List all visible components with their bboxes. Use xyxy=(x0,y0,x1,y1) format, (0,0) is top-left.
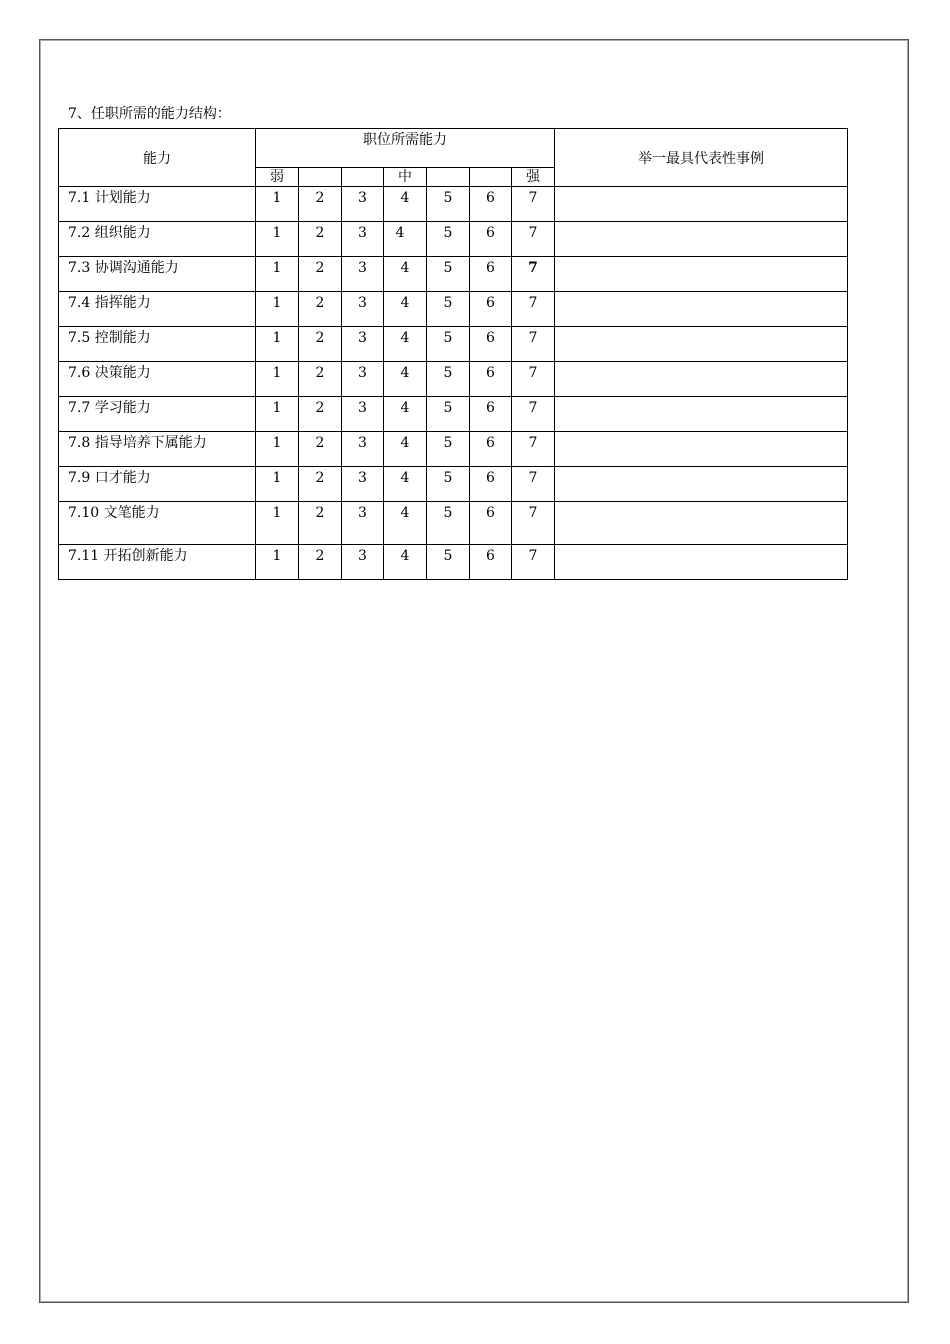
score-cell: 6 xyxy=(470,257,512,292)
score-cell: 3 xyxy=(342,432,384,467)
example-cell xyxy=(555,467,848,502)
score-cell: 3 xyxy=(342,362,384,397)
score-cell: 2 xyxy=(299,362,342,397)
score-cell: 3 xyxy=(342,292,384,327)
score-cell: 6 xyxy=(470,467,512,502)
level-weak: 弱 xyxy=(256,168,299,187)
score-cell: 1 xyxy=(256,292,299,327)
ability-label: 7.4 指挥能力 xyxy=(59,292,256,327)
score-cell: 5 xyxy=(427,432,470,467)
score-cell: 1 xyxy=(256,545,299,580)
score-cell: 5 xyxy=(427,545,470,580)
score-cell: 2 xyxy=(299,327,342,362)
score-cell: 7 xyxy=(512,292,555,327)
example-cell xyxy=(555,187,848,222)
score-cell: 1 xyxy=(256,467,299,502)
score-cell: 6 xyxy=(470,222,512,257)
score-cell: 6 xyxy=(470,502,512,545)
score-cell: 6 xyxy=(470,545,512,580)
score-cell: 6 xyxy=(470,292,512,327)
score-cell: 2 xyxy=(299,187,342,222)
table-row xyxy=(59,187,848,222)
example-cell xyxy=(555,432,848,467)
ability-label: 7.3 协调沟通能力 xyxy=(59,257,256,292)
score-cell: 5 xyxy=(427,257,470,292)
level-5 xyxy=(427,168,470,187)
score-cell: 2 xyxy=(299,545,342,580)
table-row xyxy=(59,502,848,545)
score-cell: 3 xyxy=(342,187,384,222)
score-cell: 5 xyxy=(427,362,470,397)
score-cell: 7 xyxy=(512,467,555,502)
score-cell: 2 xyxy=(299,432,342,467)
header-example: 举一最具代表性事例 xyxy=(555,129,848,187)
score-cell: 3 xyxy=(342,257,384,292)
table-row xyxy=(59,432,848,467)
score-cell: 2 xyxy=(299,222,342,257)
score-cell: 6 xyxy=(470,327,512,362)
score-cell: 5 xyxy=(427,397,470,432)
score-cell: 5 xyxy=(427,187,470,222)
score-cell: 5 xyxy=(427,467,470,502)
score-cell: 7 xyxy=(512,432,555,467)
ability-label: 7.6 决策能力 xyxy=(59,362,256,397)
score-cell: 7 xyxy=(512,397,555,432)
level-medium: 中 xyxy=(384,168,427,187)
header-ability: 能力 xyxy=(59,129,256,187)
score-cell: 7 xyxy=(512,257,555,292)
table-row xyxy=(59,362,848,397)
example-cell xyxy=(555,397,848,432)
score-cell: 4 xyxy=(384,187,427,222)
table-row xyxy=(59,292,848,327)
ability-structure-table xyxy=(58,128,848,580)
table-row xyxy=(59,397,848,432)
score-cell: 2 xyxy=(299,292,342,327)
header-required-ability: 职位所需能力 xyxy=(256,129,555,168)
score-cell: 4 xyxy=(384,292,427,327)
example-cell xyxy=(555,327,848,362)
level-strong: 强 xyxy=(512,168,555,187)
score-cell: 7 xyxy=(512,545,555,580)
score-cell: 3 xyxy=(342,222,384,257)
ability-label: 7.11 开拓创新能力 xyxy=(59,545,256,580)
example-cell xyxy=(555,222,848,257)
score-cell: 6 xyxy=(470,187,512,222)
ability-label: 7.7 学习能力 xyxy=(59,397,256,432)
score-cell: 4 xyxy=(384,502,427,545)
score-cell: 3 xyxy=(342,545,384,580)
ability-label: 7.1 计划能力 xyxy=(59,187,256,222)
table-row xyxy=(59,467,848,502)
score-cell: 3 xyxy=(342,467,384,502)
score-cell: 1 xyxy=(256,432,299,467)
score-cell: 5 xyxy=(427,222,470,257)
table-row xyxy=(59,545,848,580)
table-row xyxy=(59,327,848,362)
ability-label: 7.5 控制能力 xyxy=(59,327,256,362)
score-cell: 1 xyxy=(256,502,299,545)
score-cell: 6 xyxy=(470,362,512,397)
score-cell: 1 xyxy=(256,222,299,257)
score-cell: 4 xyxy=(384,467,427,502)
example-cell xyxy=(555,502,848,545)
score-cell: 1 xyxy=(256,327,299,362)
score-cell: 4 xyxy=(384,545,427,580)
score-cell: 1 xyxy=(256,362,299,397)
ability-label: 7.2 组织能力 xyxy=(59,222,256,257)
ability-label: 7.9 口才能力 xyxy=(59,467,256,502)
score-cell: 6 xyxy=(470,432,512,467)
example-cell xyxy=(555,257,848,292)
score-cell: 2 xyxy=(299,397,342,432)
score-cell: 7 xyxy=(512,222,555,257)
ability-label: 7.8 指导培养下属能力 xyxy=(59,432,256,467)
score-cell: 4 xyxy=(384,397,427,432)
score-cell: 4 xyxy=(384,257,427,292)
example-cell xyxy=(555,545,848,580)
score-cell: 5 xyxy=(427,502,470,545)
score-cell: 1 xyxy=(256,397,299,432)
score-cell: 7 xyxy=(512,502,555,545)
score-cell: 7 xyxy=(512,187,555,222)
score-cell: 4 xyxy=(384,362,427,397)
example-cell xyxy=(555,362,848,397)
table-row xyxy=(59,257,848,292)
score-cell: 3 xyxy=(342,397,384,432)
score-cell: 2 xyxy=(299,257,342,292)
score-cell: 7 xyxy=(512,362,555,397)
score-cell: 4 xyxy=(384,432,427,467)
ability-label: 7.10 文笔能力 xyxy=(59,502,256,545)
score-cell: 2 xyxy=(299,467,342,502)
section-heading: 7、任职所需的能力结构： xyxy=(68,106,231,122)
score-cell: 4 xyxy=(384,222,427,257)
level-6 xyxy=(470,168,512,187)
score-cell: 5 xyxy=(427,292,470,327)
score-cell: 7 xyxy=(512,327,555,362)
example-cell xyxy=(555,292,848,327)
level-2 xyxy=(299,168,342,187)
level-3 xyxy=(342,168,384,187)
score-cell: 3 xyxy=(342,327,384,362)
score-cell: 2 xyxy=(299,502,342,545)
score-cell: 3 xyxy=(342,502,384,545)
score-cell: 6 xyxy=(470,397,512,432)
table-row xyxy=(59,222,848,257)
score-cell: 4 xyxy=(384,327,427,362)
score-cell: 1 xyxy=(256,257,299,292)
score-cell: 5 xyxy=(427,327,470,362)
score-cell: 1 xyxy=(256,187,299,222)
